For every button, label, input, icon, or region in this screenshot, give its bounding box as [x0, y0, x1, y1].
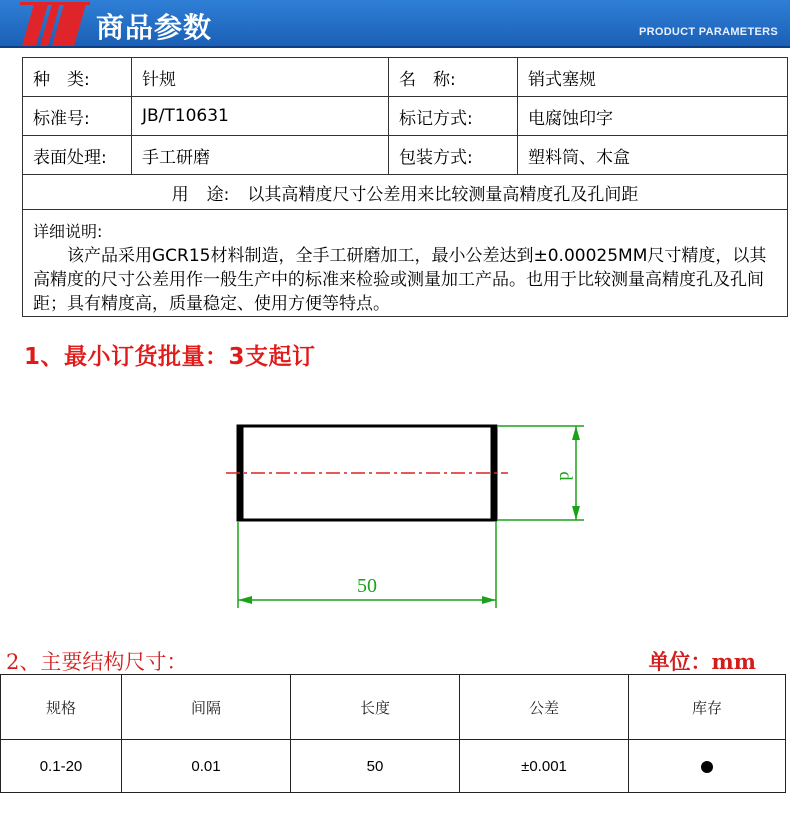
usage-label-1: 用: [171, 184, 189, 205]
length-arrow-left: [238, 596, 252, 604]
brand-logo-icon: [20, 0, 90, 48]
header-length: 长度: [291, 675, 460, 740]
dimensions-header-row: [1, 675, 786, 740]
header-tolerance: 公差: [460, 675, 629, 740]
usage-cell: [23, 175, 788, 210]
product-params-table: [22, 57, 788, 317]
standard-value: JB/T10631: [132, 97, 389, 136]
surface-label: 表面处理:: [23, 136, 132, 175]
params-row-usage: [23, 175, 788, 210]
header-bar: [0, 0, 790, 48]
section2-title: 2、主要结构尺寸：: [6, 650, 188, 674]
params-row-type: [23, 58, 788, 97]
length-arrow-right: [482, 596, 496, 604]
type-value: 针规: [132, 58, 389, 97]
cell-interval: 0.01: [122, 740, 291, 793]
type-label: 种 类:: [23, 58, 132, 97]
description-body: 该产品采用GCR15材料制造，全手工研磨加工，最小公差达到±0.00025MM尺寸精度，以其高精度的尺寸公差用作一般生产中的标准来检验或测量加工产品。也用于比较测量高精度孔及孔间距；具有精度高，质量稳定、使用方便等特点。: [33, 246, 767, 314]
description-cell: [23, 210, 788, 317]
usage-value: 以其高精度尺寸公差用来比较测量高精度孔及孔间距: [247, 184, 639, 205]
pin-gauge-drawing: [0, 380, 790, 630]
surface-value: 手工研磨: [132, 136, 389, 175]
header-title: 商品参数: [96, 11, 213, 44]
dimensions-data-row: [1, 740, 786, 793]
minimum-order-quantity: 1、最小订货批量：3支起订: [24, 344, 316, 370]
marking-label: 标记方式:: [389, 97, 518, 136]
cell-stock: [629, 740, 786, 793]
diameter-label: d: [556, 471, 576, 481]
diameter-arrow-top: [572, 426, 580, 440]
in-stock-dot-icon: [701, 761, 713, 773]
diameter-arrow-bottom: [572, 506, 580, 520]
marking-value: 电腐蚀印字: [518, 97, 788, 136]
cell-tolerance: ±0.001: [460, 740, 629, 793]
header-stock: 库存: [629, 675, 786, 740]
name-value: 销式塞规: [518, 58, 788, 97]
unit-label: 单位：mm: [648, 649, 756, 674]
usage-label-2: 途:: [206, 184, 230, 205]
cell-spec: 0.1-20: [1, 740, 122, 793]
standard-label: 标准号:: [23, 97, 132, 136]
package-value: 塑料筒、木盒: [518, 136, 788, 175]
dimensions-table: [0, 674, 786, 793]
header-interval: 间隔: [122, 675, 291, 740]
header-subtitle: PRODUCT PARAMETERS: [638, 26, 778, 38]
cell-length: 50: [291, 740, 460, 793]
params-row-surface: [23, 136, 788, 175]
params-row-description: [23, 210, 788, 317]
params-row-standard: [23, 97, 788, 136]
description-title: 详细说明:: [33, 222, 103, 241]
header-spec: 规格: [1, 675, 122, 740]
name-label: 名 称:: [389, 58, 518, 97]
header-underline: [0, 46, 790, 48]
package-label: 包装方式:: [389, 136, 518, 175]
length-label: 50: [357, 575, 377, 597]
